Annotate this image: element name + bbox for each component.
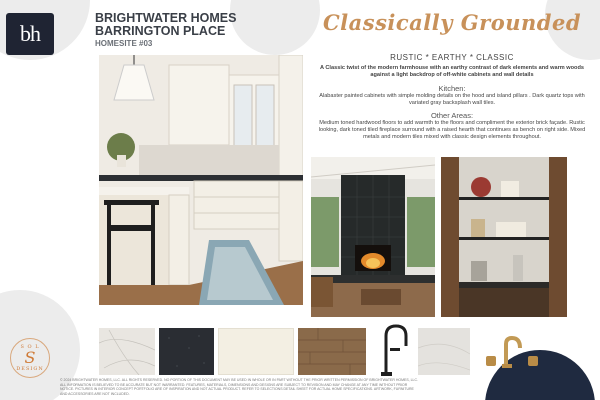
swatch-hardwood-floor xyxy=(298,328,366,375)
bar-shelves-photo xyxy=(441,157,567,317)
design-description xyxy=(314,54,590,146)
brand-header xyxy=(95,12,236,50)
swatch-dark-quartz xyxy=(159,328,214,375)
design-intro: A Classic twist of the modern farmhouse with an earthy contrast of dark elements and warm woods against a light backdrop of off-white cabinets and wall details xyxy=(320,65,584,78)
design-title: Classically Grounded xyxy=(322,10,582,35)
kitchen-photo xyxy=(99,55,303,305)
company-name: BRIGHTWATER HOMES xyxy=(95,11,237,25)
faucet-icon xyxy=(372,322,412,378)
swatch-alabaster-paint xyxy=(218,328,294,375)
swatch-gray-tile xyxy=(418,328,470,375)
decor-blob-top-mid xyxy=(230,0,320,55)
brightwater-logo: bh xyxy=(6,13,54,55)
community-name: BARRINGTON PLACE xyxy=(95,24,226,38)
sol-design-logo xyxy=(10,338,50,378)
sol-text: S O L xyxy=(20,344,40,350)
sol-monogram: S xyxy=(24,348,36,367)
homesite-number: HOMESITE #03 xyxy=(95,39,153,48)
design-text: DESIGN xyxy=(16,366,44,372)
kitchen-heading: Kitchen: xyxy=(438,84,466,93)
footer-disclaimer: © 2024 BRIGHTWATER HOMES, LLC. ALL RIGHTS RESERVED. NO PORTION OF THIS DOCUMENT MAY BE USED IN WHOLE OR IN PART WITHOUT THE PRIOR WRITTEN PERMISSION OF BRIGHTWATER HOMES, LLC. ALL INFORMATION IS BELIEVED TO BE ACCURATE BUT NOT WARRANTED. FEATURES, MATERIALS, DIMENSIONS AND DESIGNS ARE SUBJECT TO REVISION AND MAY CHANGE AT ANY TIME WITHOUT PRIOR NOTICE. PICTURES IN INTERIOR CONCEPT PORTFOLIO ARE OF INSPIRATION AND NOT ACTUAL PRODUCT. REFER TO SELECTIONS DETAIL SHEET FOR ACTUAL HOME SPECIFICATIONS. ARTWORK, FURNITURE AND ACCESSORIES ARE NOT INCLUDED. xyxy=(60,378,419,396)
design-tagline: RUSTIC * EARTHY * CLASSIC xyxy=(390,53,514,62)
kitchen-description: Alabaster painted cabinets with simple molding details on the hood and island pillars . Dark quartz tops with variated gray backsplash wall tiles. xyxy=(319,93,585,106)
gold-faucet-icon xyxy=(484,328,540,372)
other-areas-description: Medium toned hardwood floors to add warmth to the floors and compliment the exterior brick façade. Rustic looking, dark toned tiled fireplace surround with a raised hearth that continues as bench on right side. Mixed metals and modern tiles mixed with classic design elements throughout. xyxy=(318,120,586,140)
fireplace-photo xyxy=(311,157,435,317)
other-areas-heading: Other Areas: xyxy=(430,111,474,120)
swatch-white-quartz xyxy=(99,328,155,375)
